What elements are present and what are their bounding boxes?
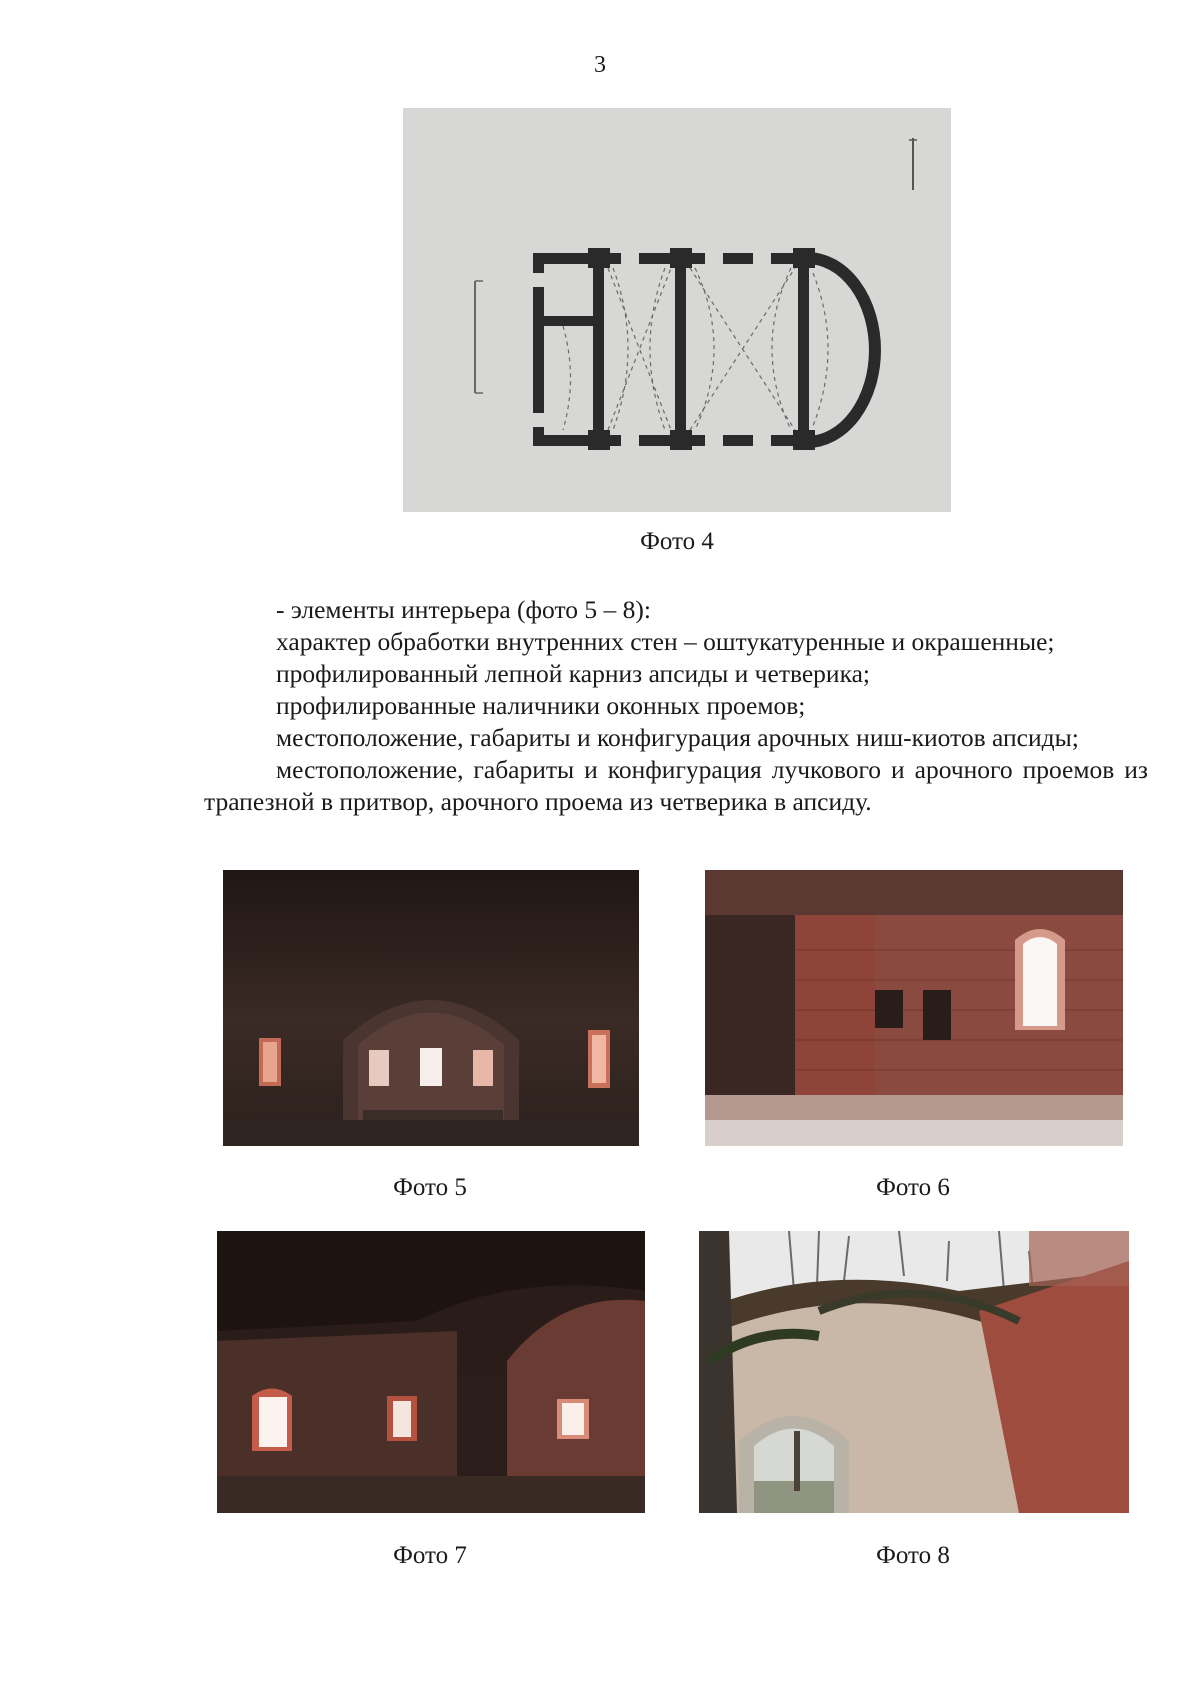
photo-6-interior-image [705,870,1123,1146]
photo-4-caption: Фото 4 [640,528,714,555]
photo-5-caption: Фото 5 [393,1174,467,1201]
photo-8-caption: Фото 8 [876,1542,950,1569]
list-item: профилированный лепной карниз апсиды и четверика; [276,659,870,688]
list-item: местоположение, габариты и конфигурация лучкового и арочного проемов из трапезной в притвор, арочного проема из четверика в апсиду. [204,755,1148,816]
list-item: профилированные наличники оконных проемов; [276,691,806,720]
interior-elements-list [204,594,1148,818]
photo-6-caption: Фото 6 [876,1174,950,1201]
church-floor-plan-image [403,108,951,512]
photo-7-interior-image [217,1231,645,1513]
page-number: 3 [594,52,606,78]
photo-5-interior-image [223,870,639,1146]
list-item: местоположение, габариты и конфигурация арочных ниш-киотов апсиды; [276,723,1079,752]
photo-8-ruin-arch-image [699,1231,1129,1513]
list-item: характер обработки внутренних стен – оштукатуренные и окрашенные; [276,627,1055,656]
list-heading: - элементы интерьера (фото 5 – 8): [276,595,651,624]
photo-7-caption: Фото 7 [393,1542,467,1569]
